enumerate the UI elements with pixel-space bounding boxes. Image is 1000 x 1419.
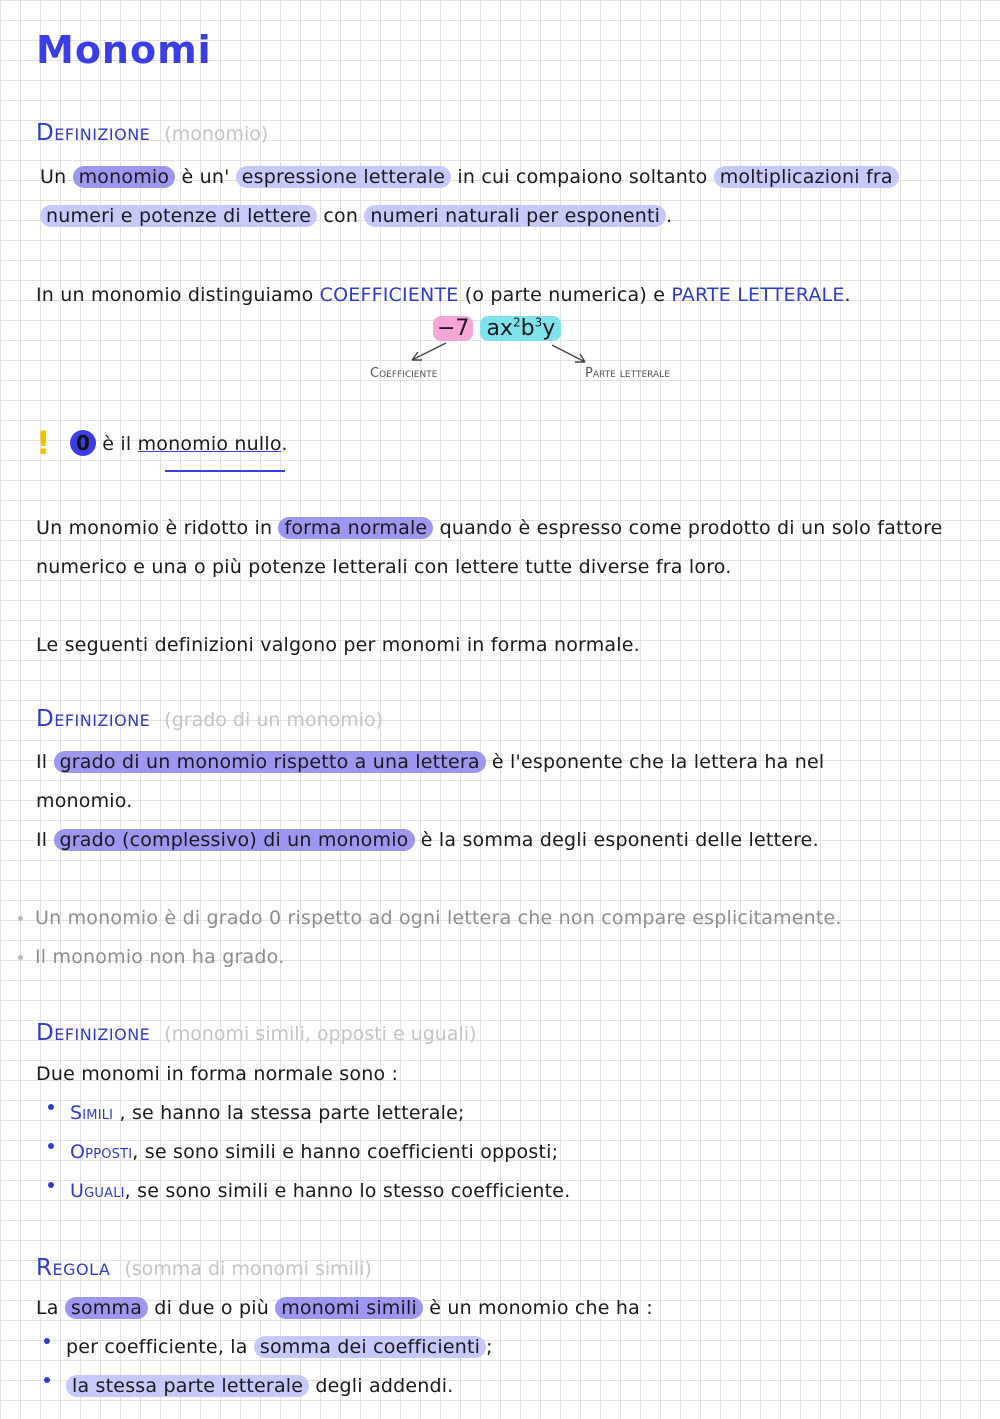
bullet-icon <box>44 1377 50 1383</box>
definition-note: (grado di un monomio) <box>164 709 384 731</box>
bullet-icon <box>48 1182 54 1188</box>
list-item <box>48 1180 570 1202</box>
label-literal-part: Parte letterale <box>585 366 670 381</box>
text: per coefficiente, la <box>66 1336 254 1358</box>
degree-line: monomio. <box>36 790 133 812</box>
degree-line <box>36 751 824 773</box>
text: In un monomio distinguiamo <box>36 284 320 306</box>
text: è un' <box>175 166 236 188</box>
underline-decoration <box>165 470 285 472</box>
highlight: numeri naturali per esponenti <box>364 205 666 227</box>
zero-badge: 0 <box>70 430 96 456</box>
exclamation-icon: ! <box>36 424 51 462</box>
definition-heading <box>36 1020 476 1046</box>
highlight: somma dei coefficienti <box>254 1336 486 1358</box>
text: Il monomio non ha grado. <box>35 946 285 968</box>
highlight: espressione letterale <box>236 166 451 188</box>
null-monomial-term: monomio nullo <box>137 433 282 455</box>
arrow-coefficient <box>412 343 446 360</box>
highlight: grado (complessivo) di un monomio <box>54 829 415 851</box>
text: (o parte numerica) e <box>458 284 672 306</box>
highlight: forma normale <box>278 517 433 539</box>
bullet-icon <box>48 1143 54 1149</box>
exponent: 2 <box>512 316 521 330</box>
highlight: la stessa parte letterale <box>66 1375 309 1397</box>
example-coefficient: −7 <box>433 316 473 341</box>
page-title: Monomi <box>36 28 212 72</box>
list-item <box>44 1375 453 1397</box>
text: Il <box>36 751 54 773</box>
highlight: monomio <box>73 166 176 188</box>
literal-part-term: PARTE LETTERALE <box>671 284 845 306</box>
text: Un monomio è di grado 0 rispetto ad ogni lettera che non compare esplicitamente. <box>35 907 842 929</box>
bullet-icon <box>48 1104 54 1110</box>
text: Il <box>36 829 54 851</box>
text: è la somma degli esponenti delle lettere. <box>414 829 819 851</box>
term: Opposti <box>70 1141 133 1163</box>
highlight: moltiplicazioni fra <box>714 166 899 188</box>
text: Un <box>40 166 73 188</box>
warning-line <box>36 424 51 462</box>
text: La <box>36 1297 65 1319</box>
bullet-icon <box>18 916 23 921</box>
text: è l'esponente che la lettera ha nel <box>485 751 825 773</box>
text: . <box>281 433 288 455</box>
text: , se sono simili e hanno coefficienti opposti; <box>132 1141 559 1163</box>
text: è il <box>96 433 138 455</box>
rule-line <box>36 1297 653 1319</box>
text: . <box>666 205 673 227</box>
text: , se hanno la stessa parte letterale; <box>113 1102 465 1124</box>
definition-note: (monomi simili, opposti e uguali) <box>164 1023 477 1045</box>
definition-heading-label: Definizione <box>36 706 151 732</box>
gray-note <box>18 907 842 929</box>
text: ; <box>486 1336 493 1358</box>
text: b <box>520 316 535 342</box>
highlight: somma <box>65 1297 148 1319</box>
text: , se sono simili e hanno lo stesso coefficiente. <box>124 1180 571 1202</box>
rule-note: (somma di monomi simili) <box>124 1258 372 1280</box>
exponent: 3 <box>534 316 543 330</box>
term: Simili <box>70 1102 114 1124</box>
coefficient-term: COEFFICIENTE <box>319 284 459 306</box>
highlight: grado di un monomio rispetto a una lettera <box>54 751 486 773</box>
text: y <box>542 316 556 342</box>
list-item <box>48 1102 465 1124</box>
text: con <box>317 205 365 227</box>
label-coefficient: Coefficiente <box>370 366 438 381</box>
normal-form-note: Le seguenti definizioni valgono per monomi in forma normale. <box>36 634 640 656</box>
rule-heading <box>36 1255 372 1281</box>
diagram-arrows <box>0 0 1000 420</box>
text: ax <box>486 316 513 342</box>
list-item <box>44 1336 493 1358</box>
highlight: monomi simili <box>275 1297 423 1319</box>
text: . <box>844 284 851 306</box>
term: Uguali <box>70 1180 125 1202</box>
arrow-literal-part <box>552 345 585 362</box>
highlight: numeri e potenze di lettere <box>40 205 317 227</box>
normal-form-line <box>36 517 943 539</box>
degree-line <box>36 829 819 851</box>
bullet-icon <box>44 1338 50 1344</box>
list-item <box>48 1141 558 1163</box>
text: di due o più <box>148 1297 276 1319</box>
text: quando è espresso come prodotto di un solo fattore <box>433 517 943 539</box>
text: Un monomio è ridotto in <box>36 517 279 539</box>
text: è un monomio che ha : <box>422 1297 653 1319</box>
gray-note <box>18 946 284 968</box>
bullet-icon <box>18 955 23 960</box>
definition-heading-label: Definizione <box>36 120 151 146</box>
similar-intro: Due monomi in forma normale sono : <box>36 1063 399 1085</box>
text: degli addendi. <box>309 1375 454 1397</box>
null-monomial-line <box>70 430 288 456</box>
rule-heading-label: Regola <box>36 1255 111 1281</box>
text: in cui compaiono soltanto <box>451 166 714 188</box>
normal-form-line: numerico e una o più potenze letterali con lettere tutte diverse fra loro. <box>36 556 732 578</box>
definition-heading <box>36 706 383 732</box>
definition-heading-label: Definizione <box>36 1020 151 1046</box>
definition-note: (monomio) <box>164 123 269 145</box>
